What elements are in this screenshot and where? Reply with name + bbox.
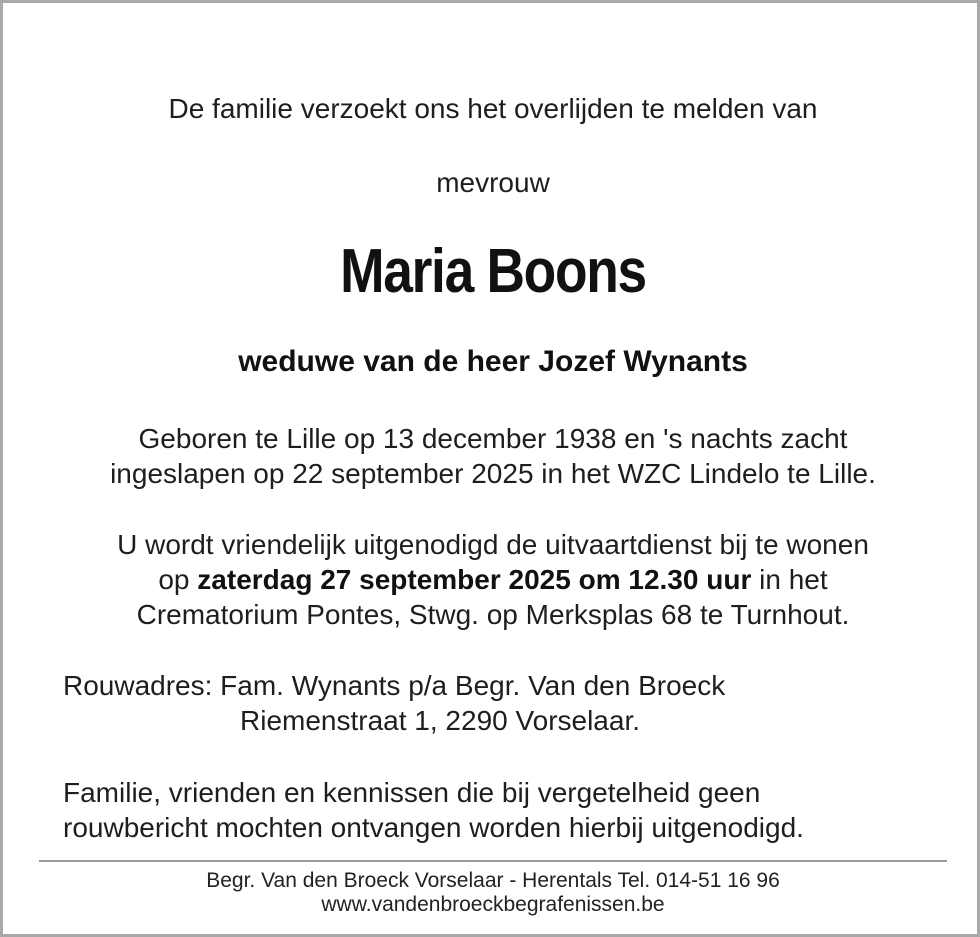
service-paragraph: [3, 527, 980, 632]
birth-line-1: Geboren te Lille op 13 december 1938 en 's nachts zacht: [138, 423, 848, 454]
footer-divider: [39, 860, 947, 862]
rouwadres-line-1: Rouwadres: Fam. Wynants p/a Begr. Van den Broeck: [63, 670, 726, 701]
service-line-2-pre: op: [158, 564, 198, 595]
service-line-2: [3, 562, 980, 597]
birth-line-2: ingeslapen op 22 september 2025 in het WZC Lindelo te Lille.: [110, 458, 876, 489]
rouwadres-line-2: Riemenstraat 1, 2290 Vorselaar.: [240, 705, 641, 736]
family-line-1: Familie, vrienden en kennissen die bij vergetelheid geen: [63, 777, 761, 808]
deceased-name: Maria Boons: [340, 237, 646, 306]
service-line-3: Crematorium Pontes, Stwg. op Merksplas 68 te Turnhout.: [136, 599, 850, 630]
service-line-1: U wordt vriendelijk uitgenodigd de uitvaartdienst bij te wonen: [117, 529, 869, 560]
spouse-line: weduwe van de heer Jozef Wynants: [238, 345, 748, 378]
service-line-2-post: in het: [751, 564, 828, 595]
title-prefix: mevrouw: [436, 167, 550, 198]
family-line-2: rouwbericht mochten ontvangen worden hierbij uitgenodigd.: [63, 812, 804, 843]
service-date-time: zaterdag 27 september 2025 om 12.30 uur: [197, 564, 752, 595]
funeral-home-line: Begr. Van den Broeck Vorselaar - Herentals Tel. 014-51 16 96: [206, 869, 780, 892]
funeral-home-website: www.vandenbroeckbegrafenissen.be: [321, 893, 665, 916]
family-invitation: [63, 775, 804, 845]
intro-text: De familie verzoekt ons het overlijden te melden van: [168, 93, 818, 124]
rouwadres-block: [63, 668, 725, 738]
birth-paragraph: [3, 421, 980, 491]
